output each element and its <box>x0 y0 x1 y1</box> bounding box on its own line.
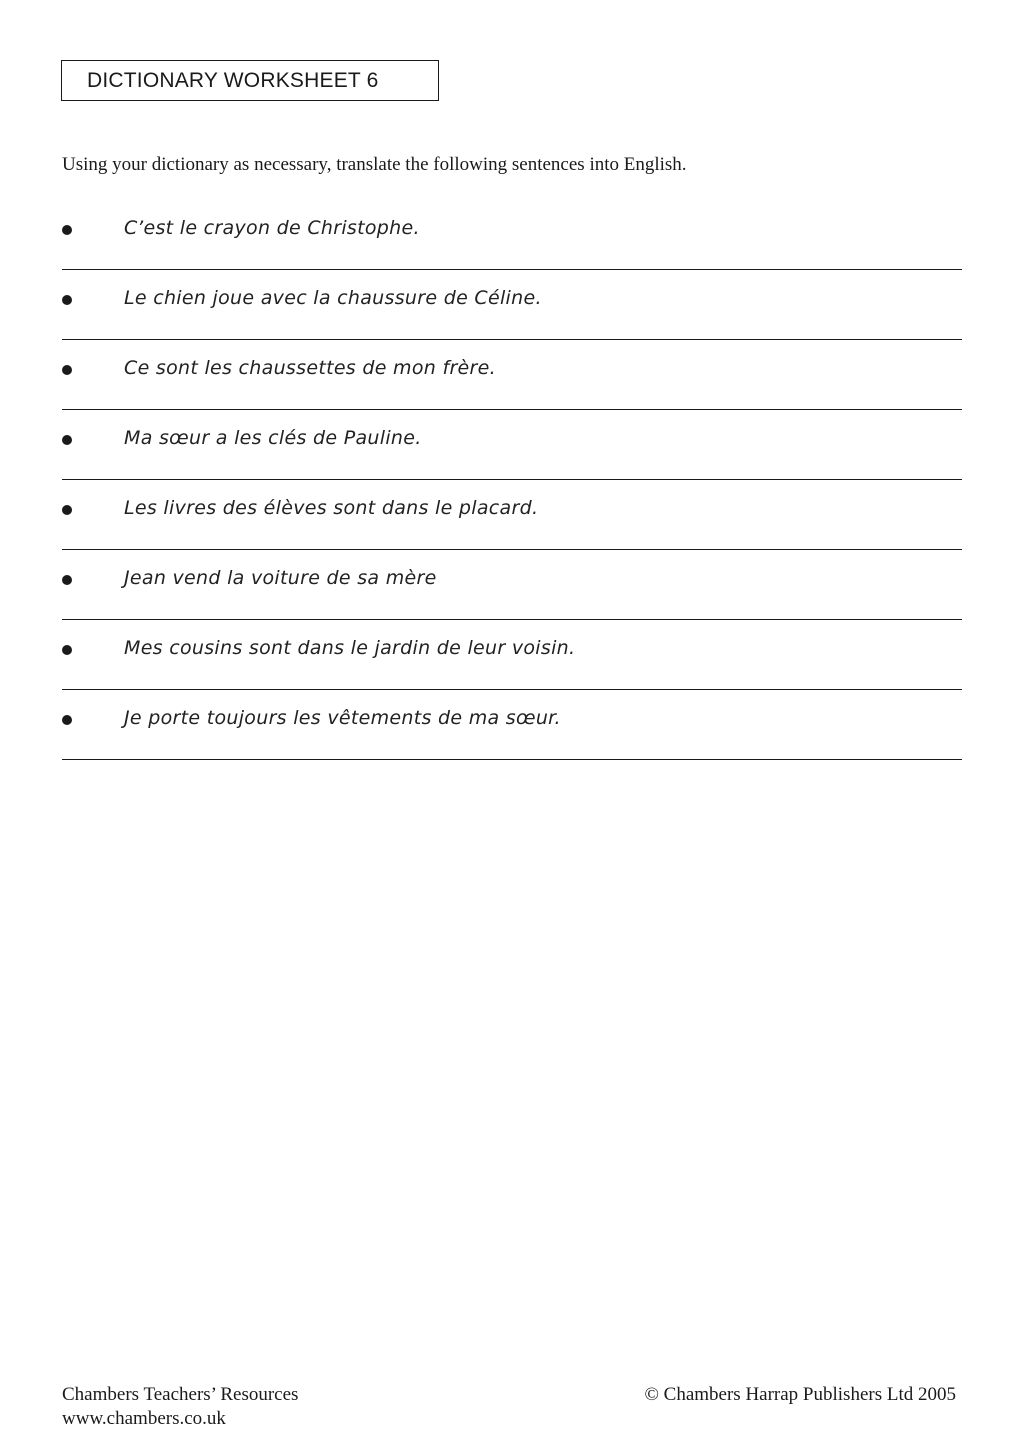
footer-left <box>62 1383 298 1431</box>
worksheet-title-box <box>61 60 439 101</box>
french-sentence: Mes cousins sont dans le jardin de leur voisin. <box>124 637 576 659</box>
list-item <box>62 200 962 270</box>
list-item <box>62 690 962 760</box>
list-item <box>62 340 962 410</box>
french-sentence: Ce sont les chaussettes de mon frère. <box>124 357 496 379</box>
publisher-line: Chambers Teachers’ Resources <box>62 1384 299 1405</box>
bullet-icon <box>62 435 72 445</box>
french-sentence: Les livres des élèves sont dans le placard. <box>124 497 539 519</box>
copyright-notice: © Chambers Harrap Publishers Ltd 2005 <box>644 1384 956 1405</box>
bullet-icon <box>62 295 72 305</box>
bullet-icon <box>62 505 72 515</box>
bullet-icon <box>62 715 72 725</box>
bullet-icon <box>62 225 72 235</box>
bullet-icon <box>62 645 72 655</box>
bullet-icon <box>62 365 72 375</box>
list-item <box>62 620 962 690</box>
bullet-icon <box>62 575 72 585</box>
worksheet-title: DICTIONARY WORKSHEET 6 <box>87 68 379 92</box>
french-sentence: Ma sœur a les clés de Pauline. <box>124 427 422 449</box>
french-sentence: Le chien joue avec la chaussure de Céline. <box>124 287 542 309</box>
list-item <box>62 410 962 480</box>
website-link[interactable]: www.chambers.co.uk <box>62 1408 226 1429</box>
list-item <box>62 270 962 340</box>
french-sentence: C’est le crayon de Christophe. <box>124 217 420 239</box>
french-sentence: Je porte toujours les vêtements de ma sœur. <box>124 707 561 729</box>
instructions-text: Using your dictionary as necessary, translate the following sentences into English. <box>62 154 687 175</box>
list-item <box>62 550 962 620</box>
french-sentence: Jean vend la voiture de sa mère <box>124 567 437 589</box>
list-item <box>62 480 962 550</box>
sentence-list <box>62 200 962 760</box>
